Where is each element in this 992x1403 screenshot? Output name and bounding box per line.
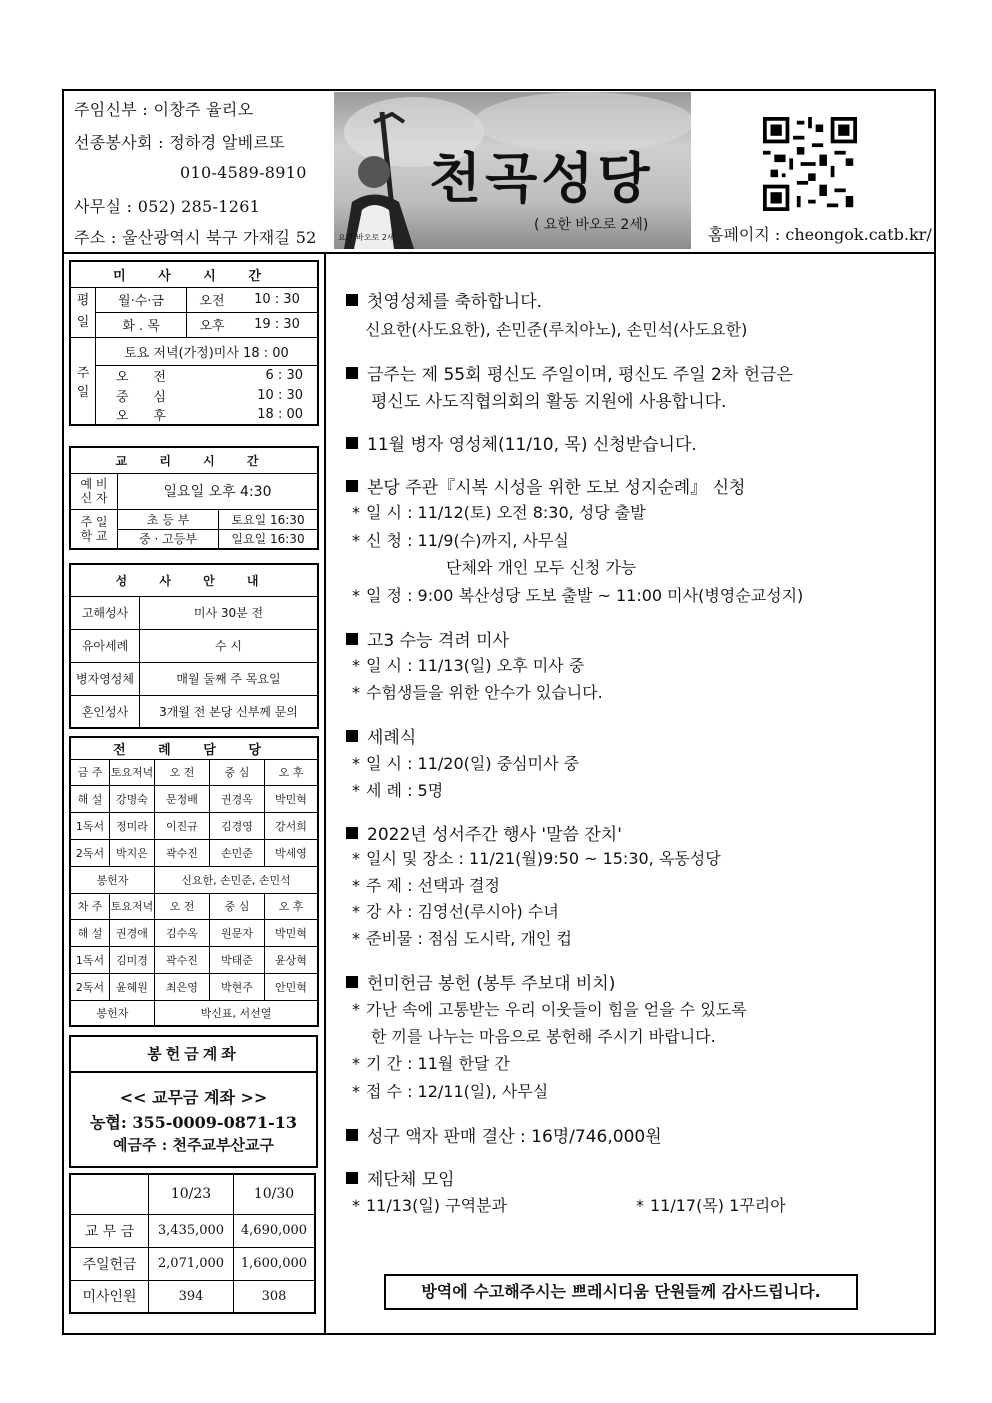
mass-times-table xyxy=(69,260,319,426)
notice-group-meetings xyxy=(346,1165,455,1190)
liturgy-cell: 최은영 xyxy=(155,973,210,1000)
sacrament-value: 3개월 전 본당 신부께 문의 xyxy=(140,695,319,728)
liturgy-cell: 오 전 xyxy=(155,759,210,785)
star-bullet-icon: * xyxy=(636,1196,644,1215)
liturgy-cell: 박태준 xyxy=(210,946,265,973)
finance-table xyxy=(69,1173,316,1314)
sacrament-value: 수 시 xyxy=(140,629,319,662)
notice-line xyxy=(636,1193,786,1216)
liturgy-cell: 오 후 xyxy=(265,759,319,785)
weekday-time-2: 19 : 30 xyxy=(237,312,318,337)
finance-value: 1,600,000 xyxy=(234,1247,316,1280)
notice-line xyxy=(352,1079,548,1102)
liturgy-cell: 문정배 xyxy=(155,785,210,812)
notice-line xyxy=(352,1051,510,1074)
bullet-square-icon xyxy=(346,367,358,379)
liturgy-cell: 박세영 xyxy=(265,839,319,866)
notice-title: 제단체 모임 xyxy=(367,1170,455,1190)
liturgy-cell: 해 설 xyxy=(70,785,110,812)
notice-text: 세 례 : 5명 xyxy=(366,781,444,800)
bullet-square-icon xyxy=(346,827,358,839)
finance-corner xyxy=(70,1174,149,1214)
notice-line xyxy=(352,846,721,869)
notice-text: 주 제 : 선택과 결정 xyxy=(366,876,500,895)
bullet-square-icon xyxy=(346,480,358,492)
bullet-square-icon xyxy=(346,294,358,306)
sunday-time-1: 6 : 30 xyxy=(237,365,318,385)
liturgy-table xyxy=(69,736,319,1027)
secondary-time: 일요일 16:30 xyxy=(219,529,319,549)
notice-text: 일 시 : 11/20(일) 중심미사 중 xyxy=(366,754,580,773)
sacrament-name: 혼인성사 xyxy=(70,695,140,728)
catechism-title: 교 리 시 간 xyxy=(70,447,318,473)
liturgy-cell: 박민혁 xyxy=(265,785,319,812)
liturgy-cell: 박신표, 서선열 xyxy=(155,1000,319,1026)
star-bullet-icon: * xyxy=(352,656,360,675)
notice-text: 11/17(목) 1꾸리아 xyxy=(650,1196,786,1215)
sunday-name-3: 오 후 xyxy=(96,405,238,425)
liturgy-cell: 봉헌자 xyxy=(70,866,155,893)
weekday-label: 평일 xyxy=(70,287,96,337)
notice-laity-sunday xyxy=(346,360,793,385)
column-divider xyxy=(324,252,326,1335)
star-bullet-icon: * xyxy=(352,503,360,522)
notice-title: 성구 액자 판매 결산 : 16명/746,000원 xyxy=(367,1127,662,1147)
church-name: 천곡성당 xyxy=(429,147,654,210)
notice-title: 본당 주관『시복 시성을 위한 도보 성지순례』 신청 xyxy=(367,478,746,498)
qr-code-icon[interactable] xyxy=(763,117,857,211)
notice-text: 일 정 : 9:00 복산성당 도보 출발 ~ 11:00 미사(병영순교성지) xyxy=(366,586,804,605)
star-bullet-icon: * xyxy=(352,902,360,921)
catechumen-time: 일요일 오후 4:30 xyxy=(118,473,319,509)
liturgy-cell: 정미라 xyxy=(110,812,155,839)
pastor-line: 주임신부 : 이창주 율리오 xyxy=(74,100,254,119)
liturgy-cell: 2독서 xyxy=(70,973,110,1000)
sunday-label: 주일 xyxy=(70,337,96,425)
council-line: 선종봉사회 : 정하경 알베르또 xyxy=(74,133,285,152)
liturgy-cell: 강명숙 xyxy=(110,785,155,812)
finance-value: 2,071,000 xyxy=(149,1247,234,1280)
elementary-label: 초 등 부 xyxy=(118,509,219,529)
sunday-name-1: 오 전 xyxy=(96,365,238,385)
notice-line xyxy=(352,500,646,523)
liturgy-cell: 토요저녁 xyxy=(110,759,155,785)
liturgy-cell: 박민혁 xyxy=(265,919,319,946)
notice-line xyxy=(352,778,443,801)
account-heading: << 교무금 계좌 >> xyxy=(119,1088,268,1107)
sunday-time-3: 18 : 00 xyxy=(237,405,318,425)
notice-line: 평신도 사도직협의회의 활동 지원에 사용합니다. xyxy=(371,392,727,412)
notice-first-communion xyxy=(346,287,542,312)
notice-baptism xyxy=(346,723,416,748)
liturgy-cell: 신요한, 손민준, 손민석 xyxy=(155,866,319,893)
star-bullet-icon: * xyxy=(352,531,360,550)
notice-text: 가난 속에 고통받는 우리 이웃들이 힘을 얻을 수 있도록 xyxy=(366,1000,747,1019)
bullet-square-icon xyxy=(346,1172,358,1184)
star-bullet-icon: * xyxy=(352,876,360,895)
notice-line: 신요한(사도요한), 손민준(루치아노), 손민석(사도요한) xyxy=(365,320,748,339)
notice-text: 기 간 : 11월 한달 간 xyxy=(366,1054,510,1073)
finance-value: 394 xyxy=(149,1280,234,1313)
finance-label: 미사인원 xyxy=(70,1280,149,1313)
liturgy-cell: 김미경 xyxy=(110,946,155,973)
address-line: 주소 : 울산광역시 북구 가재길 52 xyxy=(74,228,317,247)
liturgy-cell: 차 주 xyxy=(70,893,110,919)
notice-pilgrimage xyxy=(346,473,745,498)
liturgy-cell: 박현주 xyxy=(210,973,265,1000)
weekday-ampm-2: 오후 xyxy=(187,312,238,337)
notice-line: 단체와 개인 모두 신청 가능 xyxy=(446,558,637,577)
offering-account-box xyxy=(69,1035,318,1168)
sacraments-title: 성 사 안 내 xyxy=(70,564,318,596)
liturgy-cell: 해 설 xyxy=(70,919,110,946)
liturgy-cell: 중 심 xyxy=(210,759,265,785)
notice-text: 준비물 : 점심 도시락, 개인 컵 xyxy=(366,929,572,948)
finance-col: 10/30 xyxy=(234,1174,316,1214)
notice-text: 접 수 : 12/11(일), 사무실 xyxy=(366,1082,549,1101)
offering-account-title: 봉헌금계좌 xyxy=(71,1037,316,1073)
sacrament-name: 유아세례 xyxy=(70,629,140,662)
notice-frame-sales xyxy=(346,1122,662,1147)
weekday-days-2: 화 . 목 xyxy=(96,312,187,337)
notice-title: 11월 병자 영성체(11/10, 목) 신청받습니다. xyxy=(367,435,697,455)
notice-text: 11/13(일) 구역분과 xyxy=(366,1196,507,1215)
liturgy-cell: 원문자 xyxy=(210,919,265,946)
catechumen-label: 예 비 신 자 xyxy=(70,473,118,509)
notice-bible-week xyxy=(346,820,622,845)
liturgy-cell: 박지은 xyxy=(110,839,155,866)
notice-line xyxy=(352,653,584,676)
liturgy-cell: 이진규 xyxy=(155,812,210,839)
elementary-time: 토요일 16:30 xyxy=(219,509,319,529)
office-line: 사무실 : 052) 285-1261 xyxy=(74,197,261,216)
sacrament-value: 매월 둘째 주 목요일 xyxy=(140,662,319,695)
liturgy-cell: 곽수진 xyxy=(155,946,210,973)
liturgy-cell: 금 주 xyxy=(70,759,110,785)
sacraments-table xyxy=(69,563,319,729)
bullet-square-icon xyxy=(346,730,358,742)
bullet-square-icon xyxy=(346,437,358,449)
photo-caption: 요한 바오로 2세 xyxy=(338,233,395,242)
finance-label: 교 무 금 xyxy=(70,1214,149,1247)
star-bullet-icon: * xyxy=(352,754,360,773)
notice-line xyxy=(352,751,579,774)
bullet-square-icon xyxy=(346,976,358,988)
header-divider xyxy=(62,252,936,254)
notice-title: 세례식 xyxy=(367,728,417,748)
weekday-time-1: 10 : 30 xyxy=(237,287,318,312)
notice-text: 강 사 : 김영선(루시아) 수녀 xyxy=(366,902,559,921)
weekday-days-1: 월·수·금 xyxy=(96,287,187,312)
bullet-square-icon xyxy=(346,633,358,645)
weekday-ampm-1: 오전 xyxy=(187,287,238,312)
finance-col: 10/23 xyxy=(149,1174,234,1214)
star-bullet-icon: * xyxy=(352,929,360,948)
star-bullet-icon: * xyxy=(352,781,360,800)
thanks-banner: 방역에 수고해주시는 쁘레시디움 단원들께 감사드립니다. xyxy=(384,1274,858,1310)
liturgy-cell: 2독서 xyxy=(70,839,110,866)
liturgy-cell: 오 전 xyxy=(155,893,210,919)
liturgy-title: 전 례 담 당 xyxy=(70,737,318,759)
phone-line: 010-4589-8910 xyxy=(180,163,307,182)
sacrament-name: 고해성사 xyxy=(70,596,140,629)
sacrament-value: 미사 30분 전 xyxy=(140,596,319,629)
liturgy-cell: 1독서 xyxy=(70,812,110,839)
finance-value: 3,435,000 xyxy=(149,1214,234,1247)
liturgy-cell: 윤혜원 xyxy=(110,973,155,1000)
sunday-time-2: 10 : 30 xyxy=(237,385,318,405)
liturgy-cell: 김수옥 xyxy=(155,919,210,946)
notice-rice-offering xyxy=(346,969,615,994)
notice-title: 금주는 제 55회 평신도 주일이며, 평신도 주일 2차 헌금은 xyxy=(367,365,793,385)
liturgy-cell: 안민혁 xyxy=(265,973,319,1000)
liturgy-cell: 강서희 xyxy=(265,812,319,839)
notice-line xyxy=(352,873,500,896)
bullet-square-icon xyxy=(346,1129,358,1141)
star-bullet-icon: * xyxy=(352,1054,360,1073)
notice-line xyxy=(352,899,559,922)
notice-title: 첫영성체를 축하합니다. xyxy=(367,292,543,312)
notice-line xyxy=(352,1193,507,1216)
notice-exam-mass xyxy=(346,626,509,651)
notice-title: 헌미헌금 봉헌 (봉투 주보대 비치) xyxy=(367,974,616,994)
finance-value: 308 xyxy=(234,1280,316,1313)
catechism-table xyxy=(69,446,319,550)
notice-text: 일 시 : 11/12(토) 오전 8:30, 성당 출발 xyxy=(366,503,646,522)
notice-title: 고3 수능 격려 미사 xyxy=(367,631,509,651)
notice-text: 수험생들을 위한 안수가 있습니다. xyxy=(366,683,603,702)
sunday-name-2: 중 심 xyxy=(96,385,238,405)
notice-line: 한 끼를 나누는 마음으로 봉헌해 주시기 바랍니다. xyxy=(371,1027,716,1046)
liturgy-cell: 토요저녁 xyxy=(110,893,155,919)
star-bullet-icon: * xyxy=(352,1196,360,1215)
star-bullet-icon: * xyxy=(352,1000,360,1019)
liturgy-cell: 김경영 xyxy=(210,812,265,839)
patron-name: ( 요한 바오로 2세) xyxy=(534,217,649,233)
saturday-mass: 토요 저녁(가정)미사 18 : 00 xyxy=(96,337,319,365)
star-bullet-icon: * xyxy=(352,683,360,702)
account-holder: 예금주 : 천주교부산교구 xyxy=(113,1136,274,1154)
star-bullet-icon: * xyxy=(352,586,360,605)
notice-line xyxy=(352,680,603,703)
notice-text: 일 시 : 11/13(일) 오후 미사 중 xyxy=(366,656,585,675)
liturgy-cell: 곽수진 xyxy=(155,839,210,866)
account-number: 농협: 355-0009-0871-13 xyxy=(89,1113,298,1132)
liturgy-cell: 손민준 xyxy=(210,839,265,866)
notice-text: 신 청 : 11/9(수)까지, 사무실 xyxy=(366,531,569,550)
finance-label: 주일헌금 xyxy=(70,1247,149,1280)
sacrament-name: 병자영성체 xyxy=(70,662,140,695)
liturgy-cell: 오 후 xyxy=(265,893,319,919)
star-bullet-icon: * xyxy=(352,849,360,868)
notice-line xyxy=(352,583,803,606)
homepage-link[interactable]: 홈페이지 : cheongok.catb.kr/ xyxy=(708,225,932,244)
liturgy-cell: 권경옥 xyxy=(210,785,265,812)
liturgy-cell: 1독서 xyxy=(70,946,110,973)
liturgy-cell: 권경애 xyxy=(110,919,155,946)
liturgy-cell: 윤상혁 xyxy=(265,946,319,973)
notice-line xyxy=(352,528,569,551)
notice-line xyxy=(352,997,747,1020)
notice-sick-communion xyxy=(346,430,697,455)
church-banner xyxy=(334,92,691,249)
mass-times-title: 미 사 시 간 xyxy=(70,261,318,287)
notice-text: 일시 및 장소 : 11/21(월)9:50 ~ 15:30, 옥동성당 xyxy=(366,849,721,868)
star-bullet-icon: * xyxy=(352,1082,360,1101)
notice-title: 2022년 성서주간 행사 '말씀 잔치' xyxy=(367,825,622,845)
liturgy-cell: 중 심 xyxy=(210,893,265,919)
sunday-school-label: 주 일 학 교 xyxy=(70,509,118,549)
finance-value: 4,690,000 xyxy=(234,1214,316,1247)
liturgy-cell: 봉헌자 xyxy=(70,1000,155,1026)
notice-line xyxy=(352,926,572,949)
secondary-label: 중 · 고등부 xyxy=(118,529,219,549)
